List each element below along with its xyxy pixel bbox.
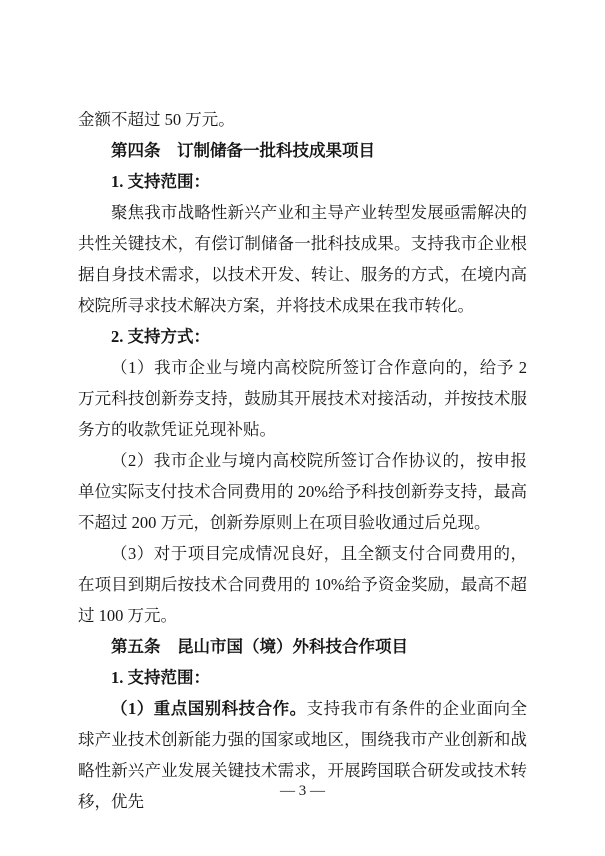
article4-scope-paragraph: 聚焦我市战略性新兴产业和主导产业转型发展亟需解决的共性关键技术，有偿订制储备一批科技成果。支持我市企业根据自身技术需求，以技术开发、转让、服务的方式，在境内高校院所寻求技术解决方案，并将技术成果在我市转化。 [78,203,527,315]
article5-item-1-lead: （1）重点国别科技合作。 [111,699,307,718]
article5-item-1-text: 支持我市有条件的企业面向全球产业技术创新能力强的国家或地区，围绕我市产业创新和战略性新兴产业发展关键技术需求，开展跨国联合研发或技术转移，优先 [78,699,528,811]
article5-scope-heading: 1. 支持范围： [111,668,210,687]
page-number: — 3 — [280,783,325,799]
article4-method-item-2: （2）我市企业与境内高校院所签订合作协议的，按申报单位实际支付技术合同费用的 20%给予科技创新券支持，最高不超过 200 万元，创新券原则上在项目验收通过后兑现。 [78,451,527,532]
article5-heading: 第五条 昆山市国（境）外科技合作项目 [111,637,408,656]
article4-method-heading: 2. 支持方式： [111,327,210,346]
article4-scope-heading: 1. 支持范围： [111,172,210,191]
document-body [78,104,527,817]
article4-method-item-1: （1）我市企业与境内高校院所签订合作意向的，给予 2 万元科技创新券支持，鼓励其开展技术对接活动，并按技术服务方的收款凭证兑现补贴。 [78,358,527,439]
article4-heading: 第四条 订制储备一批科技成果项目 [111,141,375,160]
article4-method-item-3: （3）对于项目完成情况良好，且全额支付合同费用的，在项目到期后按技术合同费用的 10%给予资金奖励，最高不超过 100 万元。 [78,544,527,625]
continuation-paragraph: 金额不超过 50 万元。 [78,110,235,129]
